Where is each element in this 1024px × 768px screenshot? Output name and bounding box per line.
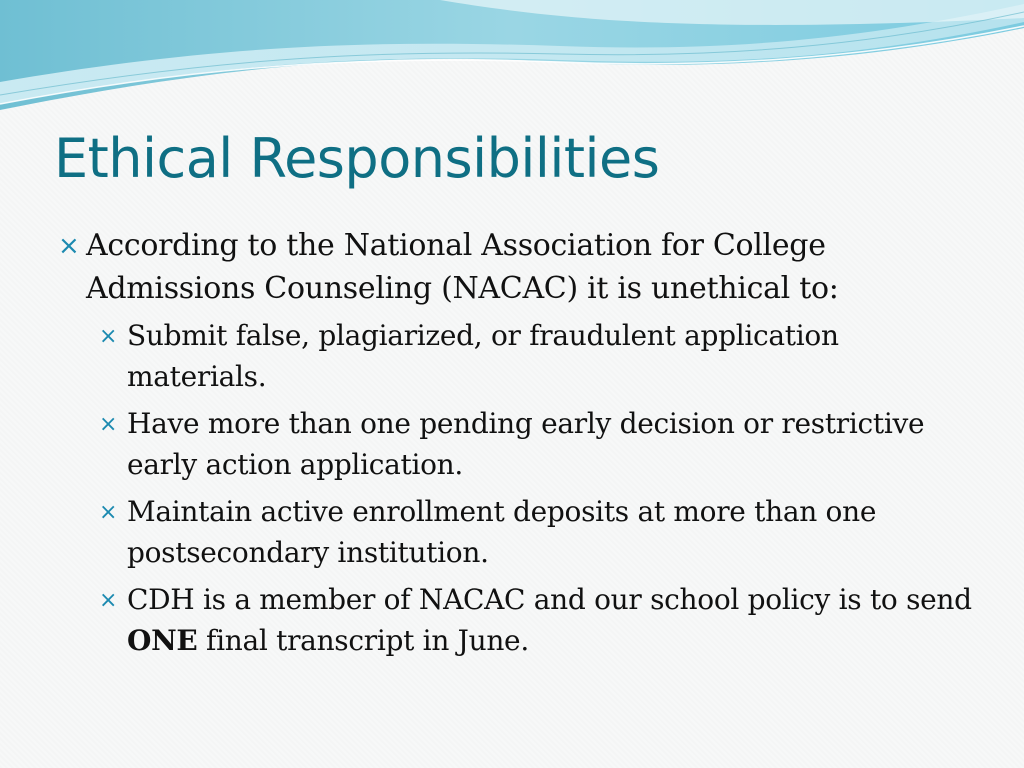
sub-bullet-item-policy [99,579,978,661]
policy-text-before: CDH is a member of NACAC and our school policy is to send [127,583,972,616]
x-bullet-icon: × [99,500,118,525]
x-bullet-icon: × [99,324,118,349]
policy-emphasis: ONE [127,624,198,657]
bullet-intro-text: According to the National Association for College Admissions Counseling (NACAC) it is unethical to: [86,228,839,306]
sub-bullet-item [99,403,978,485]
x-bullet-icon: × [58,231,80,261]
policy-text-after: final transcript in June. [197,624,529,657]
sub-bullet-text: Submit false, plagiarized, or fraudulent application materials. [127,319,839,393]
x-bullet-icon: × [99,588,118,613]
sub-bullet-item [99,315,978,397]
header-wave-decoration [0,0,1024,130]
sub-bullet-text: Have more than one pending early decision or restrictive early action application. [127,407,925,481]
bullet-list [58,224,978,661]
x-bullet-icon: × [99,412,118,437]
slide-title: Ethical Responsibilities [54,127,660,190]
bullet-item-intro [58,224,978,310]
sub-bullet-item [99,491,978,573]
sub-bullet-text: Maintain active enrollment deposits at more than one postsecondary institution. [127,495,877,569]
